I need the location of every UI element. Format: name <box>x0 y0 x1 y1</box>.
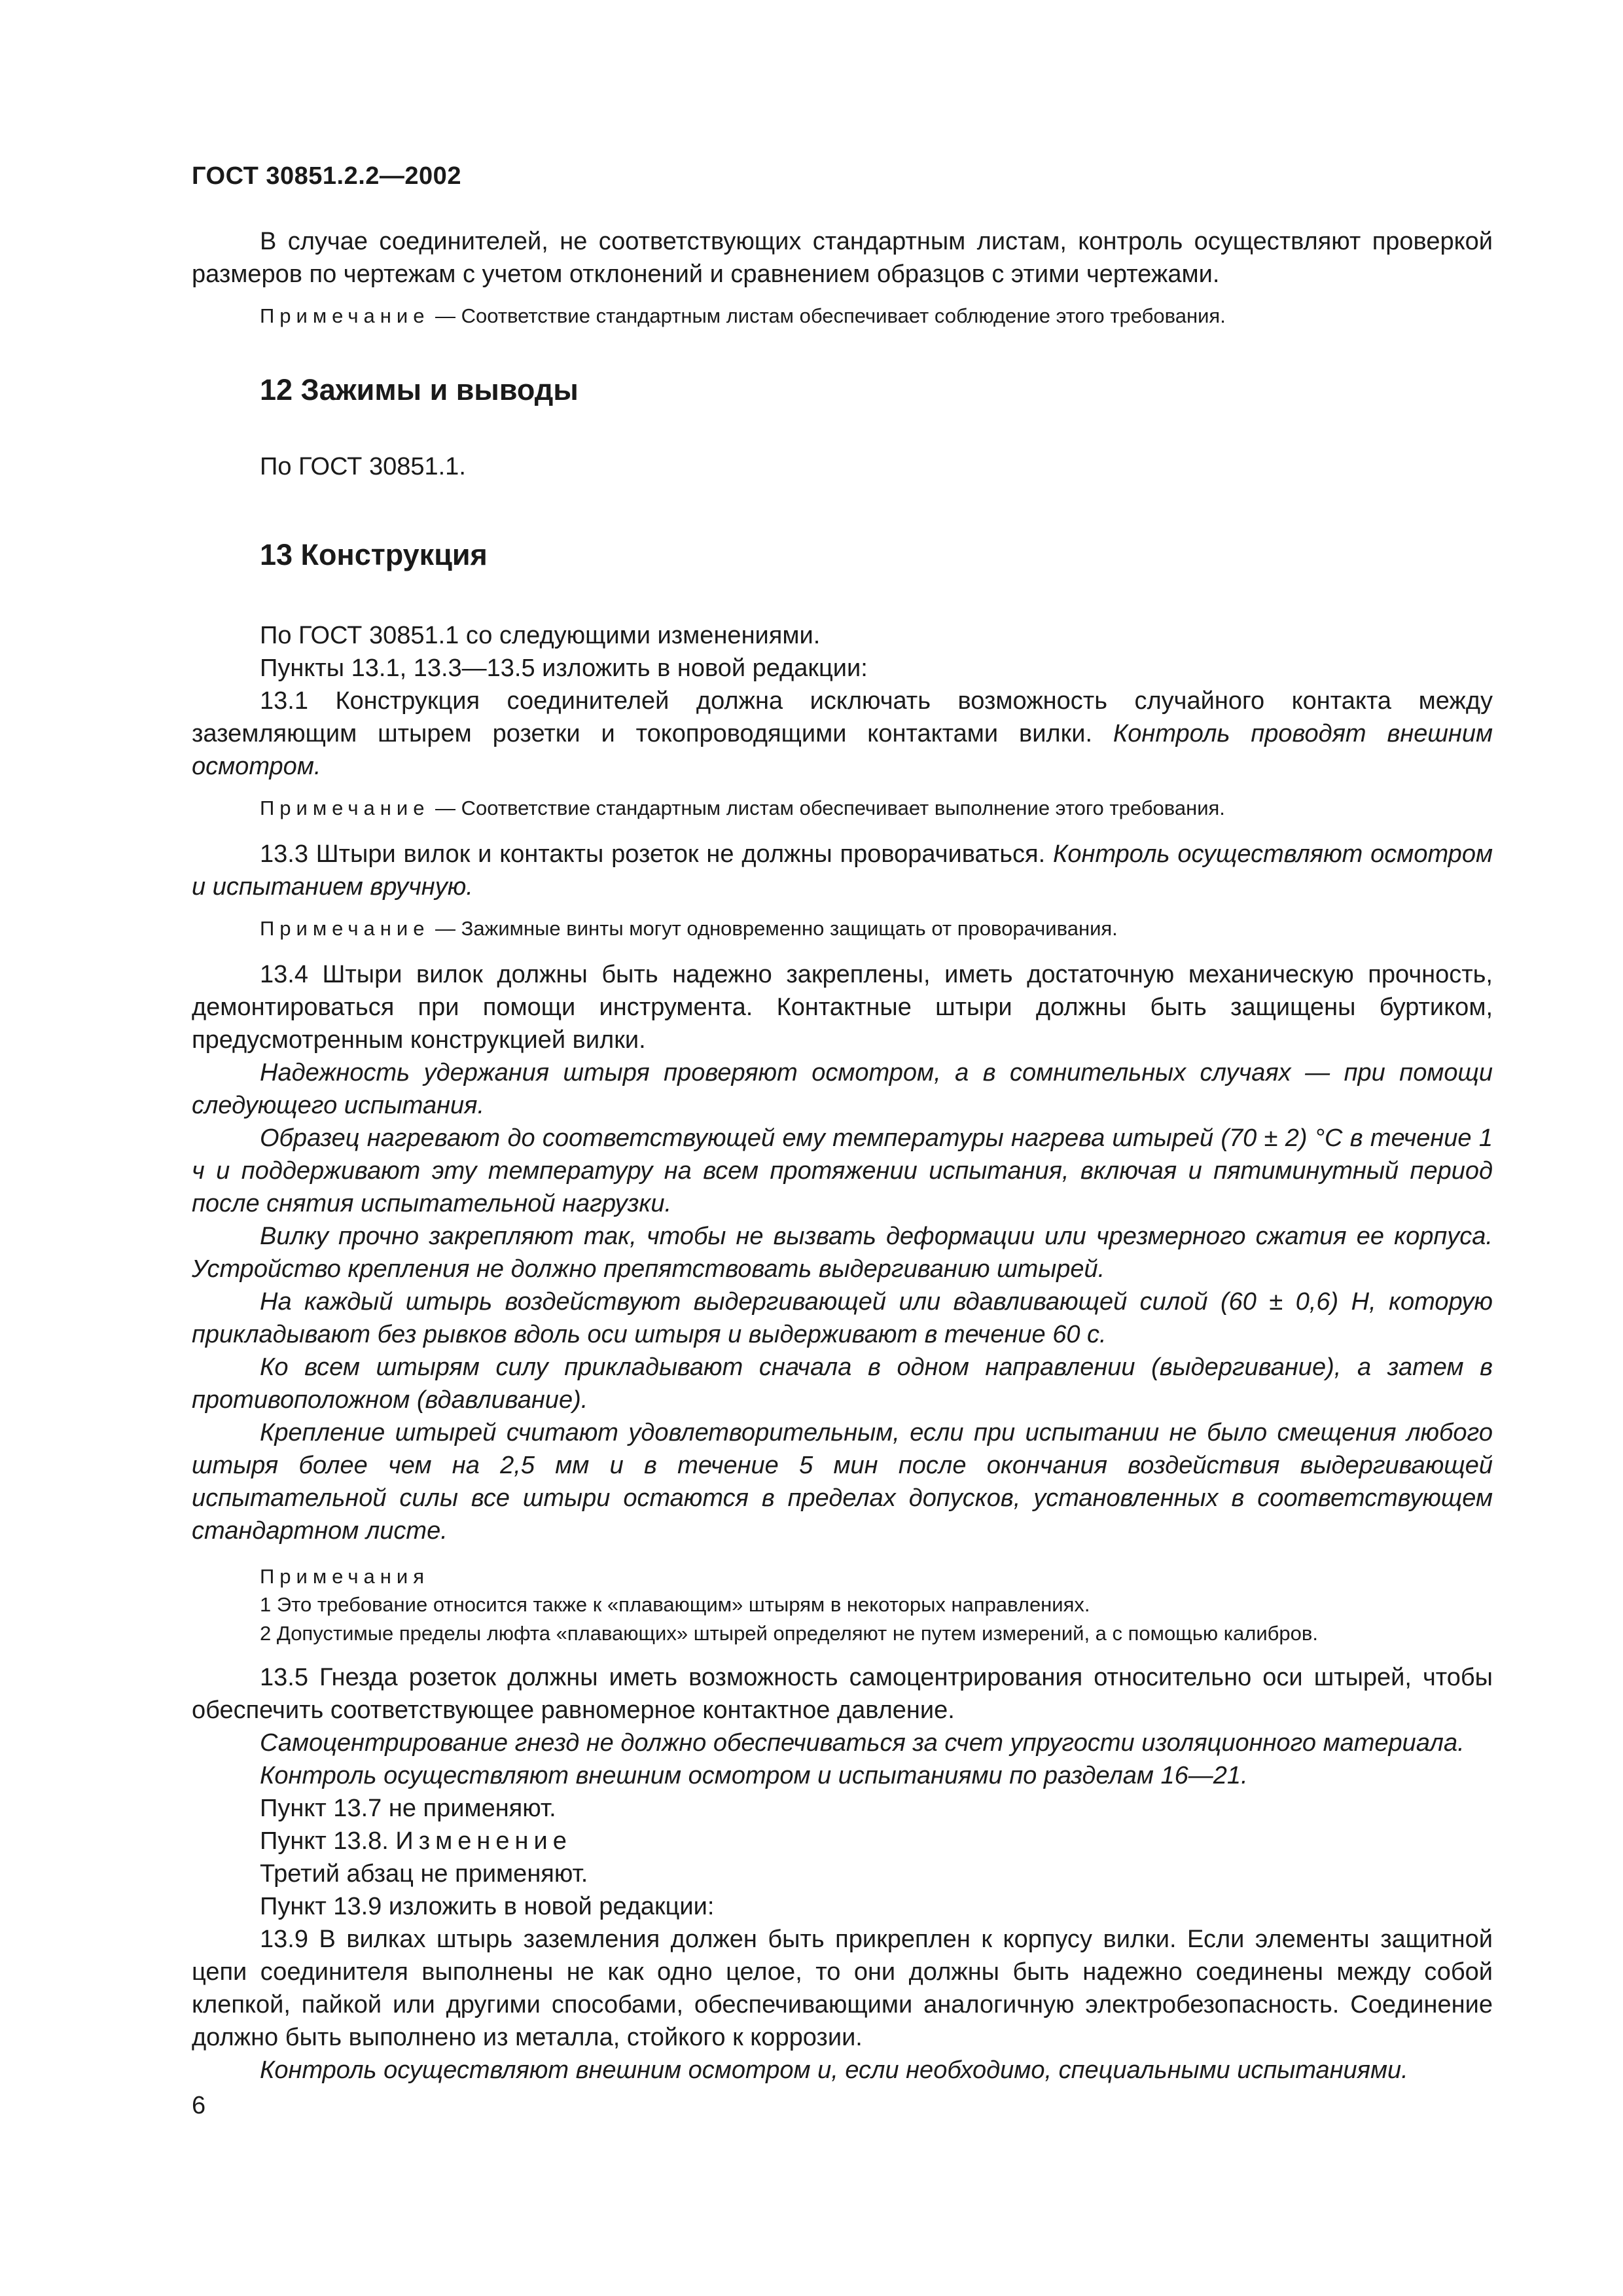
clause-13-4-fixing: Вилку прочно закрепляют так, чтобы не вызвать деформации или чрезмерного сжатия ее корпуса. Устройство крепления не должно препятствовать выдергиванию штырей. <box>192 1223 1493 1283</box>
clause-13-4-force: На каждый штырь воздействуют выдергивающей или вдавливающей силой (60 ± 0,6) Н, которую прикладывают без рывков вдоль оси штыря и выдерживают в течение 60 с. <box>192 1288 1493 1348</box>
document-header: ГОСТ 30851.2.2—2002 <box>192 162 461 190</box>
notes-label: Примечания <box>260 1565 429 1588</box>
section-13-revision-note: Пункты 13.1, 13.3—13.5 изложить в новой редакции: <box>260 655 868 682</box>
clause-13-4: 13.4 Штыри вилок должны быть надежно закреплены, иметь достаточную механическую прочность, демонтироваться при помощи инструмента. Контактные штыри должны быть защищены буртиком, предусмотренным конструкцией вилки. <box>192 961 1493 1054</box>
clause-13-4-test-intro: Надежность удержания штыря проверяют осмотром, а в сомнительных случаях — при помощи следующего испытания. <box>192 1059 1493 1119</box>
intro-paragraph: В случае соединителей, не соответствующих стандартным листам, контроль осуществляют проверкой размеров по чертежам с учетом отклонений и сравнением образцов с этими чертежами. <box>192 228 1493 288</box>
clause-13-3 <box>192 838 1493 903</box>
page-number: 6 <box>192 2092 206 2119</box>
clause-13-9: 13.9 В вилках штырь заземления должен быть прикреплен к корпусу вилки. Если элементы защитной цепи соединителя выполнены не как одно целое, то они должны быть надежно соединены между собой клепкой, пайкой или другими способами, обеспечивающими аналогичную электробезопасность. Соединение должно быть выполнено из металла, стойкого к коррозии. <box>192 1926 1493 2051</box>
clause-13-8-change: Изменение <box>395 1827 572 1855</box>
note-text: — Зажимные винты могут одновременно защищать от проворачивания. <box>429 917 1118 940</box>
section-13-intro: По ГОСТ 30851.1 со следующими изменениями. <box>260 622 821 649</box>
clause-13-4-criteria: Крепление штырей считают удовлетворительным, если при испытании не было смещения любого штыря более чем на 2,5 мм и в течение 5 мин после окончания воздействия выдергивающей испытательной силы все штыри остаются в пределах допусков, установленных в соответствующем стандартном листе. <box>192 1419 1493 1545</box>
notes-item: 2 Допустимые пределы люфта «плавающих» штырей определяют не путем измерений, а с помощью калибров. <box>260 1622 1318 1645</box>
clause-13-1-note <box>192 795 1493 822</box>
note-label: Примечание <box>260 917 430 940</box>
clause-13-4-notes <box>192 1563 1493 1648</box>
section-12-title: 12 Зажимы и выводы <box>260 373 579 406</box>
clause-13-3-note <box>192 915 1493 942</box>
note-label: Примечание <box>260 797 430 819</box>
clause-13-5: 13.5 Гнезда розеток должны иметь возможность самоцентрирования относительно оси штырей, чтобы обеспечить соответствующее равномерное контактное давление. <box>192 1664 1493 1724</box>
notes-item: 1 Это требование относится также к «плавающим» штырям в некоторых направлениях. <box>260 1593 1090 1616</box>
clause-13-8-prefix: Пункт 13.8. <box>260 1827 396 1855</box>
clause-13-4-heating: Образец нагревают до соответствующей ему температуры нагрева штырей (70 ± 2) °C в течение 1 ч и поддерживают эту температуру на всем протяжении испытания, включая и пятиминутный период после снятия испытательной нагрузки. <box>192 1124 1493 1217</box>
clause-13-4-direction: Ко всем штырям силу прикладывают сначала в одном направлении (выдергивание), а затем в противоположном (вдавливание). <box>192 1354 1493 1414</box>
clause-13-1 <box>192 685 1493 783</box>
clause-13-9-revision-note: Пункт 13.9 изложить в новой редакции: <box>260 1893 715 1920</box>
clause-13-3-text: 13.3 Штыри вилок и контакты розеток не должны проворачиваться. <box>260 840 1053 868</box>
note-text: — Соответствие стандартным листам обеспечивает выполнение этого требования. <box>429 797 1225 819</box>
section-12-text: По ГОСТ 30851.1. <box>260 453 466 480</box>
clause-13-3-control: Контроль осуществляют осмотром и испытанием вручную. <box>192 840 1493 901</box>
clause-13-7: Пункт 13.7 не применяют. <box>260 1795 556 1822</box>
clause-13-5-self-centering: Самоцентрирование гнезд не должно обеспечиваться за счет упругости изоляционного материала. <box>260 1729 1465 1757</box>
clause-13-8 <box>192 1825 1493 1857</box>
clause-13-5-control: Контроль осуществляют внешним осмотром и испытаниями по разделам 16—21. <box>260 1762 1248 1789</box>
clause-13-1-text: 13.1 Конструкция соединителей должна исключать возможность случайного контакта между заземляющим штырем розетки и токопроводящими контактами вилки. <box>192 687 1493 747</box>
note-label: Примечание <box>260 304 430 327</box>
clause-13-8-third-paragraph: Третий абзац не применяют. <box>260 1860 588 1888</box>
clause-13-9-control: Контроль осуществляют внешним осмотром и, если необходимо, специальными испытаниями. <box>260 2056 1408 2084</box>
document-body <box>192 225 1493 2087</box>
clause-13-1-control: Контроль проводят внешним осмотром. <box>192 720 1493 780</box>
intro-note <box>192 302 1493 330</box>
section-13-title: 13 Конструкция <box>260 538 488 571</box>
note-text: — Соответствие стандартным листам обеспечивает соблюдение этого требования. <box>429 304 1226 327</box>
